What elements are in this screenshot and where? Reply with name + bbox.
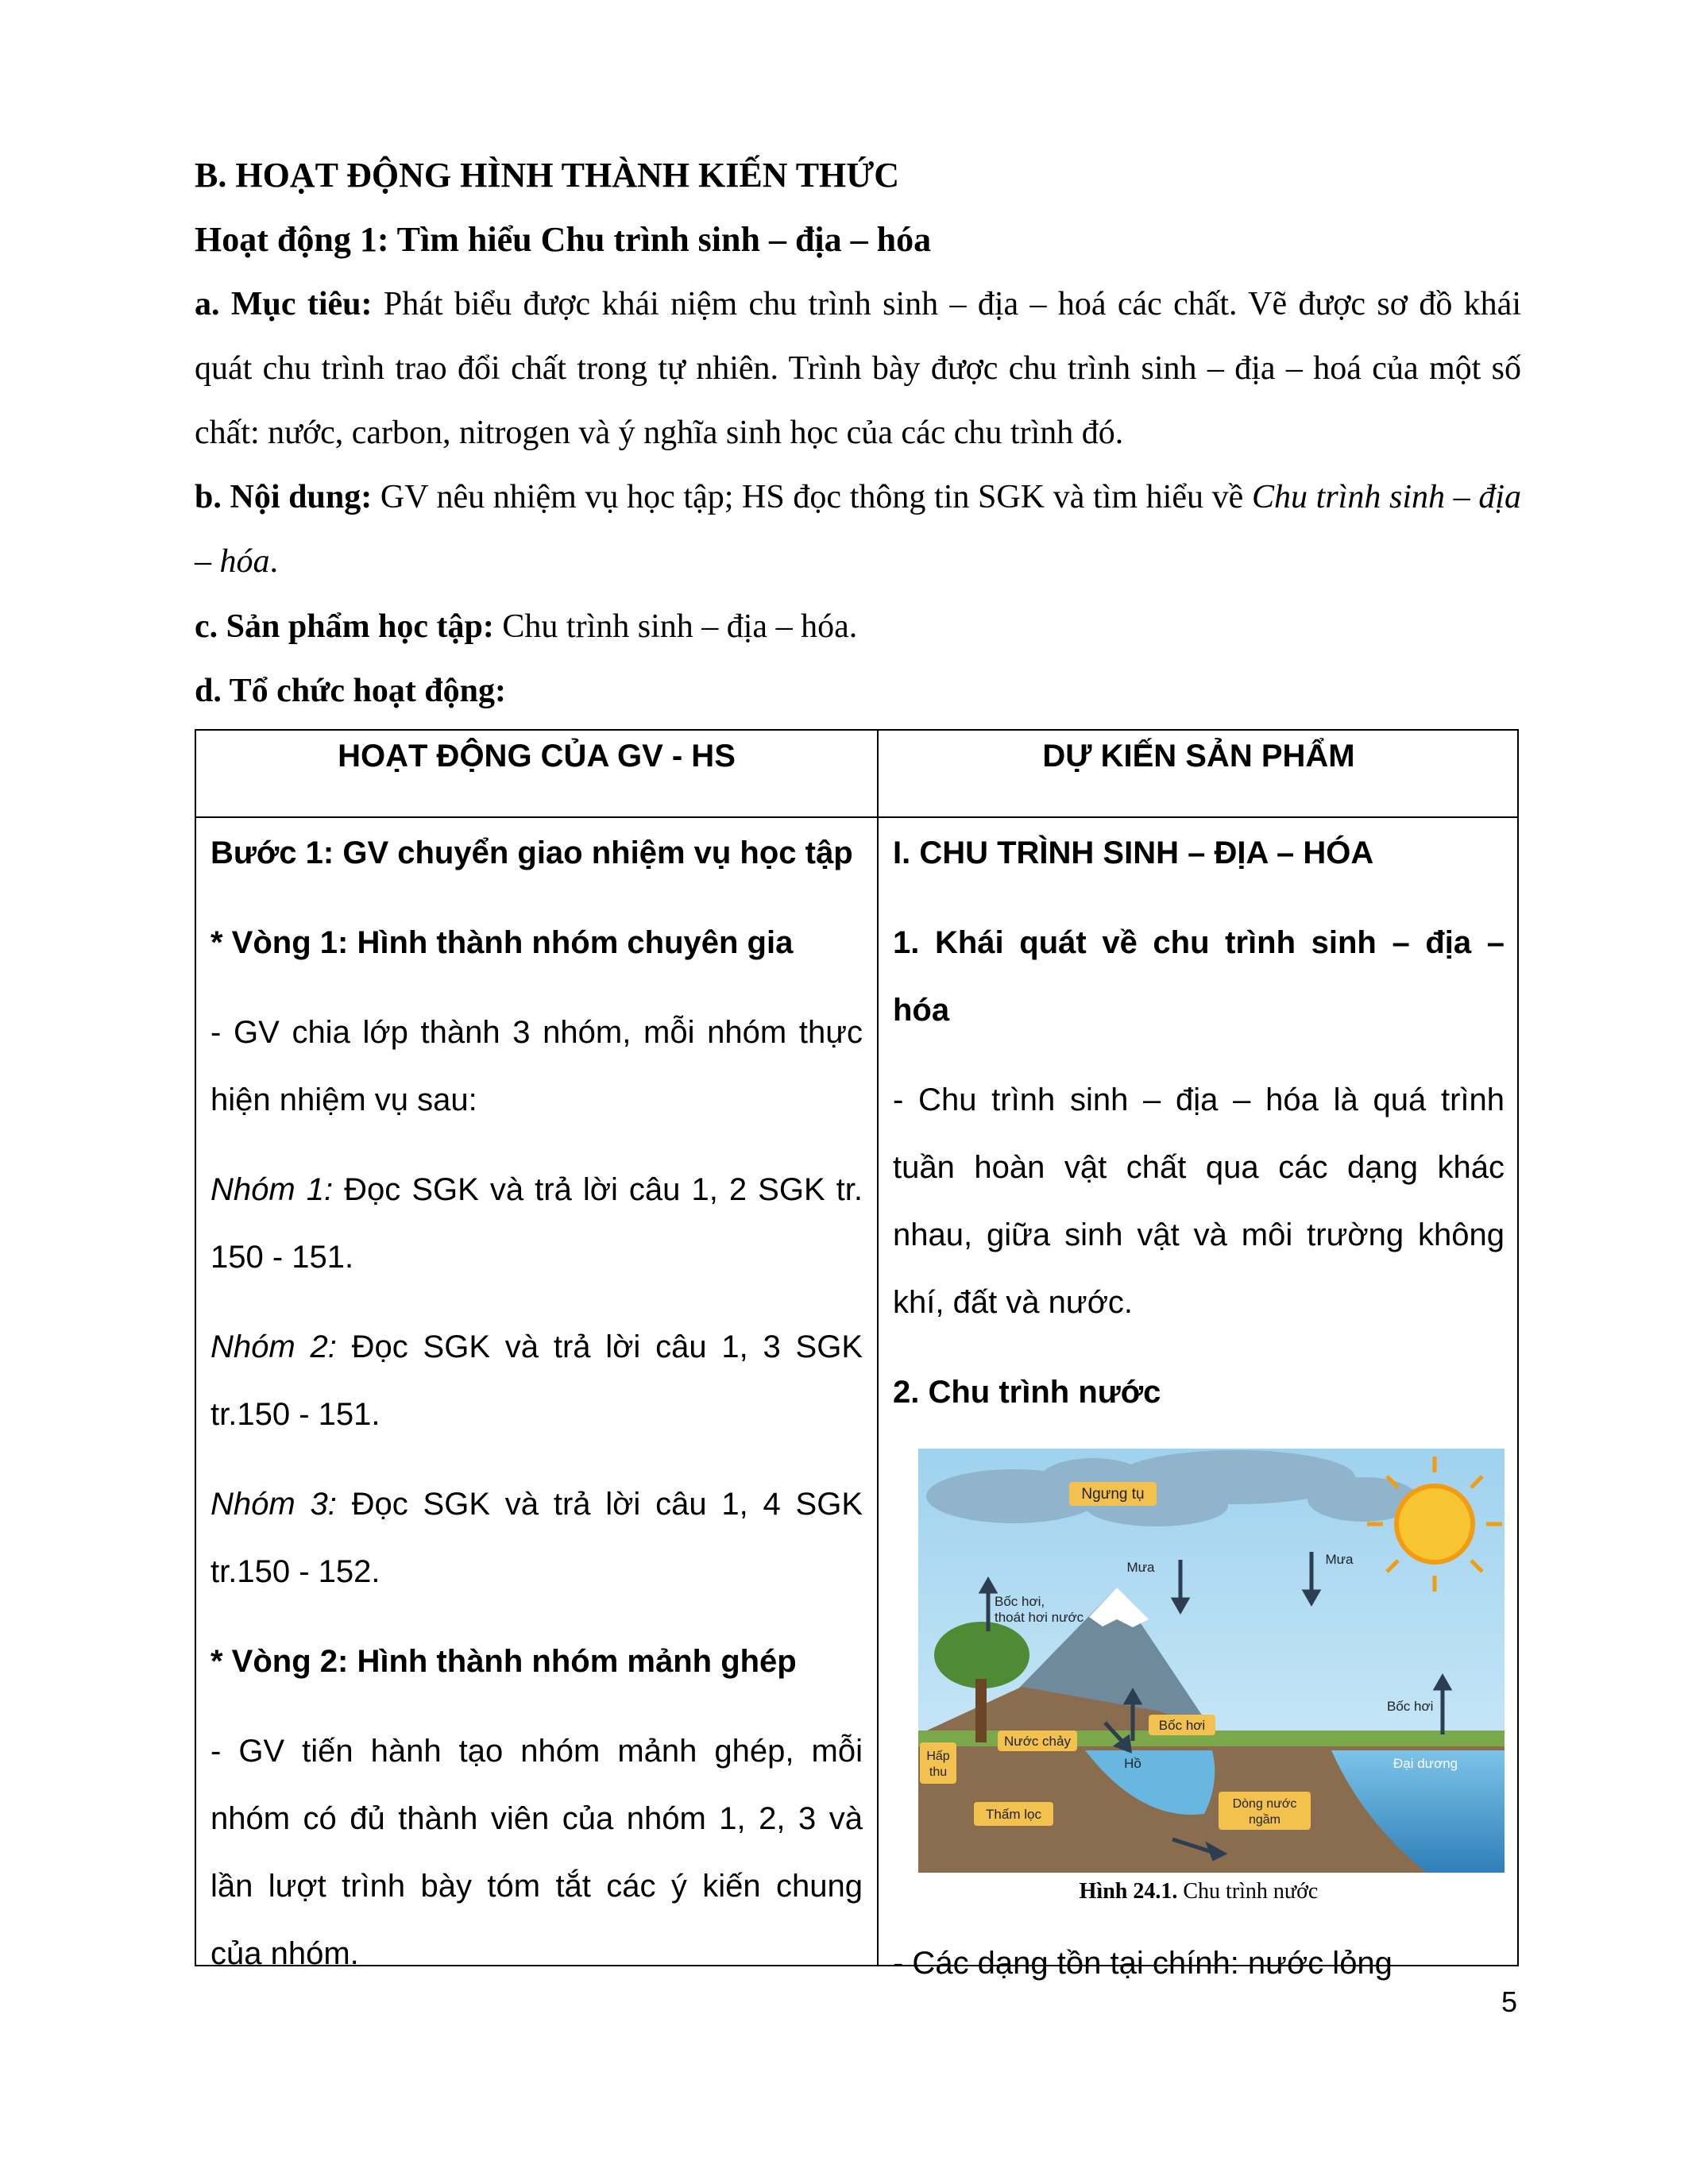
sub2-heading: 2. Chu trình nước xyxy=(893,1375,1161,1410)
group1-label: Nhóm 1: xyxy=(211,1172,334,1207)
label-runoff: Nước chảy xyxy=(1004,1734,1071,1749)
activity-title: Hoạt động 1: Tìm hiểu Chu trình sinh – địa – hóa xyxy=(195,220,932,259)
product-paragraph xyxy=(195,595,1521,659)
group1-item xyxy=(211,1156,863,1291)
round2-heading: * Vòng 2: Hình thành nhóm mảnh ghép xyxy=(211,1644,797,1679)
step1-heading: Bước 1: GV chuyển giao nhiệm vụ học tập xyxy=(211,835,853,870)
objective-label: a. Mục tiêu: xyxy=(195,286,373,322)
definition-text: - Chu trình sinh – địa – hóa là quá trình tuần hoàn vật chất qua các dạng khác nhau, giữa sinh vật và môi trường không khí, đất và nước. xyxy=(893,1082,1505,1320)
figure-caption xyxy=(893,1876,1505,1908)
label-groundwater: Dòng nước ngầm xyxy=(1232,1797,1297,1827)
tree-trunk xyxy=(975,1679,987,1742)
forms-text: - Các dạng tồn tại chính: nước lỏng xyxy=(893,1946,1393,1981)
objective-paragraph xyxy=(195,272,1521,465)
page-number: 5 xyxy=(1501,1985,1518,2018)
section-i-heading: I. CHU TRÌNH SINH – ĐỊA – HÓA xyxy=(893,835,1374,870)
jigsaw-text: - GV tiến hành tạo nhóm mảnh ghép, mỗi nhóm có đủ thành viên của nhóm 1, 2, 3 và lần lượt trình bày tóm tắt các ý kiến chung của nhóm. xyxy=(211,1734,863,1971)
activity-table xyxy=(195,729,1519,1981)
label-evap-transp: Bốc hơi, thoát hơi nước xyxy=(995,1594,1084,1625)
content-italic: Chu trình sinh – địa – hóa xyxy=(195,479,1521,580)
water-cycle-diagram xyxy=(918,1449,1505,1873)
header-teacher-student-activity: HOẠT ĐỘNG CỦA GV - HS xyxy=(338,739,736,774)
label-ocean: Đại dương xyxy=(1393,1756,1458,1771)
label-lake: Hồ xyxy=(1124,1756,1141,1771)
section-heading: B. HOẠT ĐỘNG HÌNH THÀNH KIẾN THỨC xyxy=(195,156,900,195)
product-cell xyxy=(893,820,1505,1997)
label-evaporation-center: Bốc hơi xyxy=(1158,1718,1206,1733)
group1-text: Đọc SGK và trả lời câu 1, 2 SGK tr. 150 - 151. xyxy=(211,1172,863,1275)
group2-label: Nhóm 2: xyxy=(211,1329,337,1364)
caption-text: Chu trình nước xyxy=(1177,1879,1319,1904)
round1-heading: * Vòng 1: Hình thành nhóm chuyên gia xyxy=(211,925,794,960)
product-label: c. Sản phẩm học tập: xyxy=(195,608,494,645)
sub1-heading: 1. Khái quát về chu trình sinh – địa – hóa xyxy=(893,925,1505,1028)
group3-label: Nhóm 3: xyxy=(211,1487,337,1522)
label-absorption: Hấp thu xyxy=(926,1750,950,1779)
product-text: Chu trình sinh – địa – hóa. xyxy=(493,608,858,645)
label-infiltration: Thấm lọc xyxy=(986,1807,1041,1822)
organization-label: d. Tổ chức hoạt động: xyxy=(195,673,507,709)
group2-item xyxy=(211,1314,863,1449)
group3-item xyxy=(211,1471,863,1606)
label-rain-left: Mưa xyxy=(1126,1560,1155,1575)
group2-text: Đọc SGK và trả lời câu 1, 3 SGK tr.150 - 151. xyxy=(211,1329,863,1432)
activity-cell xyxy=(211,820,863,1988)
content-paragraph xyxy=(195,465,1521,594)
label-condensation: Ngưng tụ xyxy=(1081,1486,1145,1503)
label-evaporation-right: Bốc hơi xyxy=(1387,1699,1434,1714)
tree-crown xyxy=(934,1622,1029,1688)
caption-label: Hình 24.1. xyxy=(1079,1879,1178,1904)
content-label: b. Nội dung: xyxy=(195,479,373,515)
divide-text: - GV chia lớp thành 3 nhóm, mỗi nhóm thực hiện nhiệm vụ sau: xyxy=(211,1015,863,1117)
water-cycle-figure xyxy=(918,1449,1505,1873)
content-end: . xyxy=(269,543,278,580)
label-rain-right: Mưa xyxy=(1325,1552,1354,1567)
group3-text: Đọc SGK và trả lời câu 1, 4 SGK tr.150 - 152. xyxy=(211,1487,863,1589)
content-text: GV nêu nhiệm vụ học tập; HS đọc thông tin SGK và tìm hiểu về xyxy=(372,479,1252,515)
header-expected-product: DỰ KIẾN SẢN PHẨM xyxy=(1042,739,1355,774)
objective-text: Phát biểu được khái niệm chu trình sinh – địa – hoá các chất. Vẽ được sơ đồ khái quát chu trình trao đổi chất trong tự nhiên. Trình bày được chu trình sinh – địa – hoá của một số chất: nước, carbon, nitrogen và ý nghĩa sinh học của các chu trình đó. xyxy=(195,286,1521,451)
column-divider xyxy=(877,731,879,1965)
header-divider xyxy=(196,816,1517,818)
